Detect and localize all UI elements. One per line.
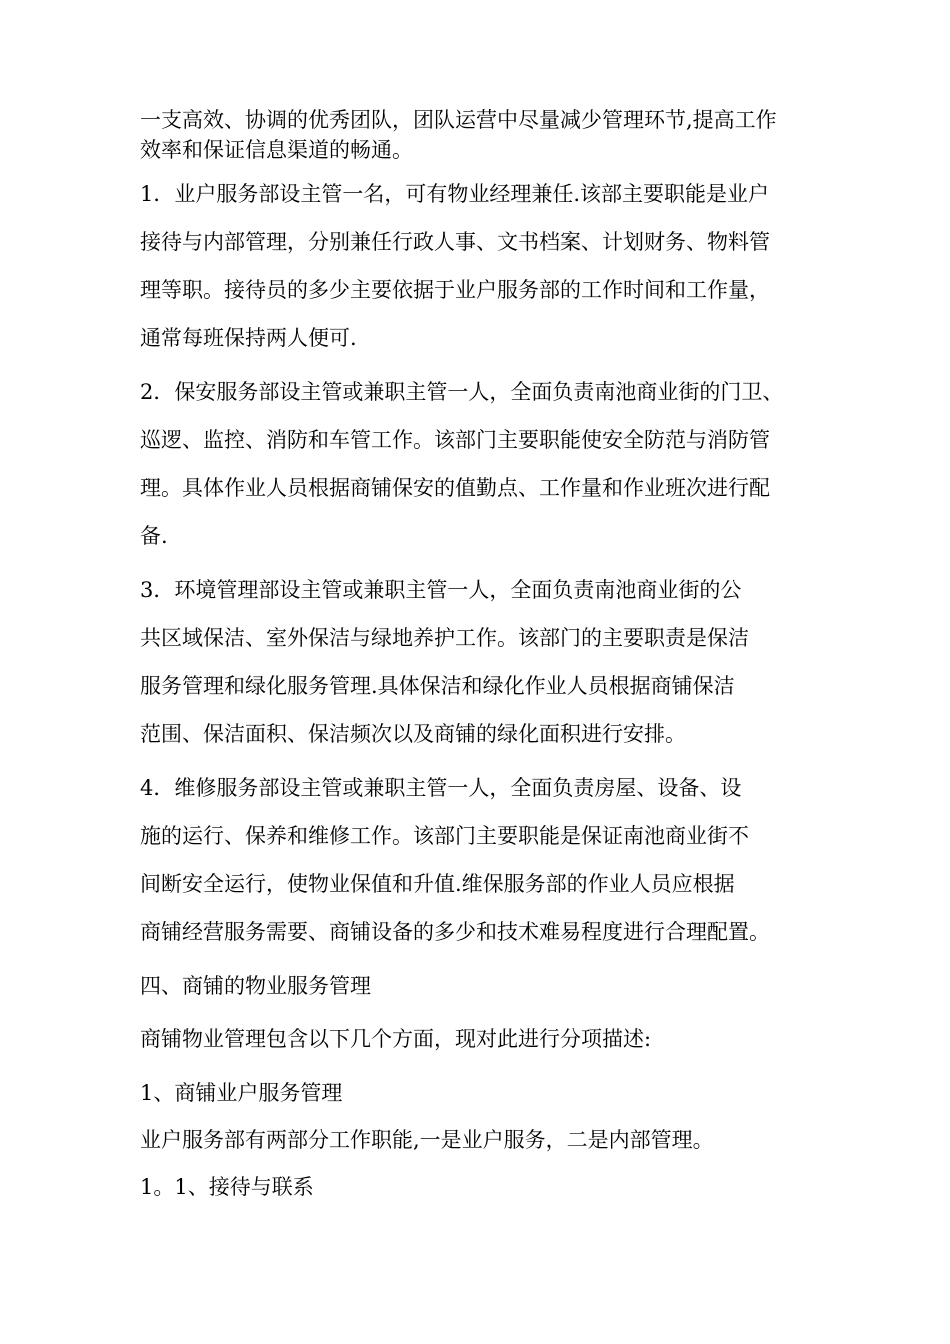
- paragraph-line: 巡逻、监控、消防和车管工作。该部门主要职能使安全防范与消防管: [140, 428, 770, 452]
- paragraph-line: 接待与内部管理，分别兼任行政人事、文书档案、计划财务、物料管: [140, 230, 770, 254]
- subsection-heading: 1。1、接待与联系: [140, 1175, 314, 1199]
- item-1-line: 1．业户服务部设主管一名，可有物业经理兼任.该部主要职能是业户: [140, 182, 770, 206]
- paragraph-line: 范围、保洁面积、保洁频次以及商铺的绿化面积进行安排。: [140, 722, 686, 746]
- paragraph-line: 理。具体作业人员根据商铺保安的值勤点、工作量和作业班次进行配: [140, 476, 770, 500]
- paragraph-line: 施的运行、保养和维修工作。该部门主要职能是保证南池商业街不: [140, 824, 749, 848]
- item-4-line: 4．维修服务部设主管或兼职主管一人，全面负责房屋、设备、设: [140, 776, 742, 800]
- paragraph-line: 间断安全运行，使物业保值和升值.维保服务部的作业人员应根据: [140, 872, 735, 896]
- paragraph-line: 通常每班保持两人便可.: [140, 326, 357, 350]
- item-2-line: 2．保安服务部设主管或兼职主管一人，全面负责南池商业街的门卫、: [140, 380, 784, 404]
- paragraph-line: 理等职。接待员的多少主要依据于业户服务部的工作时间和工作量，: [140, 278, 770, 302]
- subsection-heading: 1、商铺业户服务管理: [140, 1081, 343, 1105]
- paragraph-line: 商铺物业管理包含以下几个方面，现对此进行分项描述:: [140, 1027, 652, 1051]
- item-3-line: 3．环境管理部设主管或兼职主管一人，全面负责南池商业街的公: [140, 578, 742, 602]
- paragraph-line: 效率和保证信息渠道的畅通。: [140, 138, 413, 162]
- paragraph-line: 业户服务部有两部分工作职能,一是业户服务，二是内部管理。: [140, 1128, 714, 1152]
- paragraph-line: 共区域保洁、室外保洁与绿地养护工作。该部门的主要职责是保洁: [140, 626, 749, 650]
- section-heading: 四、商铺的物业服务管理: [140, 974, 371, 998]
- paragraph-line: 服务管理和绿化服务管理.具体保洁和绿化作业人员根据商铺保洁: [140, 674, 735, 698]
- paragraph-line: 一支高效、协调的优秀团队，团队运营中尽量减少管理环节,提高工作: [140, 108, 777, 132]
- paragraph-line: 商铺经营服务需要、商铺设备的多少和技术难易程度进行合理配置。: [140, 920, 770, 944]
- paragraph-line: 备.: [140, 524, 168, 548]
